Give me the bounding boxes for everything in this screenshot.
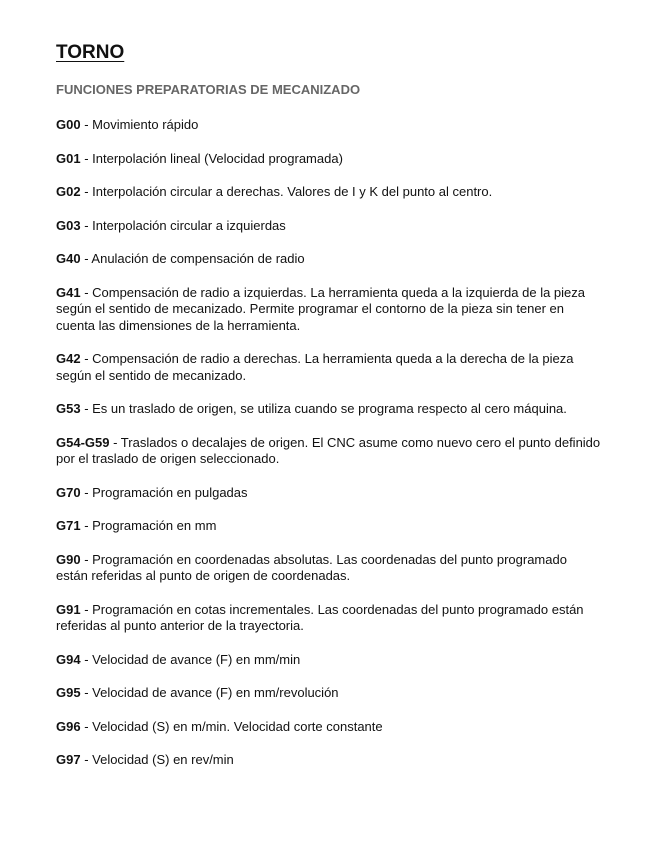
entry-code: G53 — [56, 401, 81, 416]
entry-text: - Interpolación circular a izquierdas — [80, 217, 286, 233]
entry-code: G03 — [56, 217, 81, 233]
entry-g41 — [56, 285, 601, 335]
entry-g97 — [56, 752, 601, 769]
entry-g71 — [56, 518, 601, 535]
entry-g70 — [56, 485, 601, 502]
entry-text: - Compensación de radio a izquierdas. La herramienta queda a la izquierda de la pieza según el sentido de mecanizado. Permite programar el contorno de la pieza sin tener en cuenta las dimensiones de la herramienta. — [56, 284, 586, 333]
entry-g94 — [56, 652, 601, 669]
entry-g54-g59 — [56, 435, 601, 468]
entry-g42 — [56, 351, 601, 384]
entry-code: G71 — [56, 518, 81, 533]
entry-code: G70 — [56, 484, 81, 500]
document-subtitle: FUNCIONES PREPARATORIAS DE MECANIZADO — [56, 82, 361, 97]
entry-g90 — [56, 552, 601, 585]
entry-code: G02 — [56, 184, 81, 199]
entry-code: G90 — [56, 551, 81, 567]
entry-text: - Compensación de radio a derechas. La herramienta queda a la derecha de la pieza según el sentido de mecanizado. — [56, 351, 574, 383]
entry-text: - Programación en coordenadas absolutas. Las coordenadas del punto programado están referidas al punto de origen de coordenadas. — [56, 551, 567, 583]
entry-text: - Anulación de compensación de radio — [80, 251, 305, 266]
entry-text: - Velocidad (S) en m/min. Velocidad corte constante — [80, 718, 383, 734]
entry-text: - Es un traslado de origen, se utiliza cuando se programa respecto al cero máquina. — [80, 401, 567, 416]
entry-code: G94 — [56, 651, 81, 667]
entry-code: G54-G59 — [56, 434, 110, 450]
entry-code: G91 — [56, 601, 81, 617]
entry-g00 — [56, 117, 601, 134]
entry-text: - Velocidad de avance (F) en mm/min — [80, 651, 301, 667]
document-page — [56, 42, 601, 786]
document-title: TORNO — [56, 42, 125, 63]
entry-text: - Programación en cotas incrementales. Las coordenadas del punto programado están referidas al punto anterior de la trayectoria. — [56, 601, 584, 633]
entry-code: G42 — [56, 351, 81, 366]
entry-g40 — [56, 251, 601, 268]
entry-code: G95 — [56, 685, 81, 700]
entry-text: - Velocidad (S) en rev/min — [80, 752, 234, 767]
entry-code: G01 — [56, 150, 81, 166]
entry-g03 — [56, 218, 601, 235]
entry-code: G41 — [56, 284, 81, 300]
entry-text: - Traslados o decalajes de origen. El CNC asume como nuevo cero el punto definido por el traslado de origen seleccionado. — [56, 434, 601, 466]
entry-g96 — [56, 719, 601, 736]
entry-code: G97 — [56, 752, 81, 767]
entry-code: G96 — [56, 718, 81, 734]
entry-text: - Interpolación lineal (Velocidad programada) — [80, 150, 343, 166]
entry-text: - Programación en mm — [80, 518, 217, 533]
entry-text: - Interpolación circular a derechas. Valores de I y K del punto al centro. — [80, 184, 493, 199]
entry-g91 — [56, 602, 601, 635]
entry-text: - Movimiento rápido — [80, 117, 199, 132]
entry-text: - Velocidad de avance (F) en mm/revolución — [80, 685, 339, 700]
entry-code: G40 — [56, 251, 81, 266]
entry-g53 — [56, 401, 601, 418]
entry-text: - Programación en pulgadas — [80, 484, 248, 500]
entry-g01 — [56, 151, 601, 168]
entry-g95 — [56, 685, 601, 702]
entry-code: G00 — [56, 117, 81, 132]
entry-g02 — [56, 184, 601, 201]
